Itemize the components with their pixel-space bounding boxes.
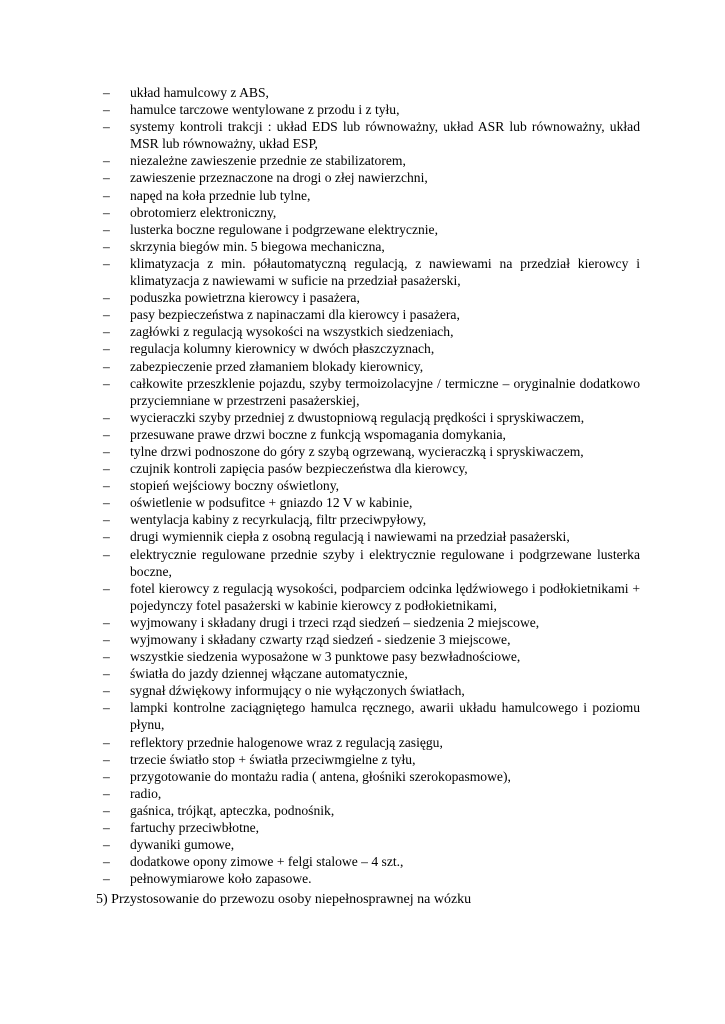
dash-bullet: – — [103, 683, 110, 699]
list-item — [96, 84, 640, 101]
list-item — [96, 289, 640, 306]
list-item-text: dodatkowe opony zimowe + felgi stalowe – 4 szt., — [130, 854, 404, 870]
list-item-text: całkowite przeszklenie pojazdu, szyby termoizolacyjne / termiczne – oryginalnie dodatkowo przyciemniane w przestrzeni pasażerskiej, — [130, 375, 640, 408]
list-item-text: skrzynia biegów min. 5 biegowa mechaniczna, — [130, 238, 385, 254]
list-item-text: stopień wejściowy boczny oświetlony, — [130, 478, 340, 494]
list-item-text: przesuwane prawe drzwi boczne z funkcją wspomagania domykania, — [130, 426, 506, 442]
list-item-text: poduszka powietrzna kierowcy i pasażera, — [130, 290, 360, 306]
dash-bullet: – — [103, 443, 110, 459]
dash-bullet: – — [103, 546, 110, 562]
dash-bullet: – — [103, 580, 110, 596]
list-item — [96, 306, 640, 323]
list-item-text: radio, — [130, 785, 162, 801]
list-item-text: dywaniki gumowe, — [130, 837, 235, 853]
list-item — [96, 443, 640, 460]
dash-bullet: – — [103, 85, 110, 100]
list-item — [96, 409, 640, 426]
list-item-text: trzecie światło stop + światła przeciwmgielne z tyłu, — [130, 751, 416, 767]
dash-bullet: – — [103, 751, 110, 767]
list-item — [96, 101, 640, 118]
list-item — [96, 375, 640, 409]
list-item — [96, 204, 640, 221]
list-item — [96, 648, 640, 665]
list-item-text: wycieraczki szyby przedniej z dwustopniową regulacją prędkości i spryskiwaczem, — [130, 409, 585, 425]
dash-bullet: – — [103, 119, 110, 135]
list-item-text: systemy kontroli trakcji : układ EDS lub równoważny, układ ASR lub równoważny, układ MSR lub równoważny, układ ESP, — [130, 119, 640, 152]
list-item-text: wentylacja kabiny z recyrkulacją, filtr przeciwpyłowy, — [130, 512, 427, 528]
list-item-text: hamulce tarczowe wentylowane z przodu i z tyłu, — [130, 102, 400, 118]
list-item — [96, 631, 640, 648]
list-item-text: układ hamulcowy z ABS, — [130, 85, 269, 100]
list-item-text: zagłówki z regulacją wysokości na wszystkich siedzeniach, — [130, 324, 454, 340]
dash-bullet: – — [103, 614, 110, 630]
dash-bullet: – — [103, 153, 110, 169]
list-item-text: fartuchy przeciwbłotne, — [130, 820, 260, 836]
dash-bullet: – — [103, 170, 110, 186]
list-item — [96, 152, 640, 169]
list-item-text: tylne drzwi podnoszone do góry z szybą ogrzewaną, wycieraczką i spryskiwaczem, — [130, 443, 584, 459]
dash-bullet: – — [103, 461, 110, 477]
list-item-text: oświetlenie w podsufitce + gniazdo 12 V w kabinie, — [130, 495, 413, 511]
dash-bullet: – — [103, 238, 110, 254]
dash-bullet: – — [103, 221, 110, 237]
list-item — [96, 819, 640, 836]
list-item-text: wyjmowany i składany drugi i trzeci rząd siedzeń – siedzenia 2 miejscowe, — [130, 614, 540, 630]
list-item-text: niezależne zawieszenie przednie ze stabilizatorem, — [130, 153, 406, 169]
list-item-text: czujnik kontroli zapięcia pasów bezpieczeństwa dla kierowcy, — [130, 461, 468, 477]
list-item-text: napęd na koła przednie lub tylne, — [130, 187, 311, 203]
dash-bullet: – — [103, 290, 110, 306]
list-item — [96, 665, 640, 682]
list-item — [96, 187, 640, 204]
list-item-text: zawieszenie przeznaczone na drogi o złej nawierzchni, — [130, 170, 428, 186]
dash-bullet: – — [103, 307, 110, 323]
list-item — [96, 238, 640, 255]
list-item — [96, 751, 640, 768]
list-item — [96, 169, 640, 186]
list-item — [96, 614, 640, 631]
list-item-text: drugi wymiennik ciepła z osobną regulacją i nawiewami na przedział pasażerski, — [130, 529, 570, 545]
dash-bullet: – — [103, 495, 110, 511]
list-item — [96, 340, 640, 357]
list-item — [96, 323, 640, 340]
list-item-text: wyjmowany i składany czwarty rząd siedzeń - siedzenie 3 miejscowe, — [130, 632, 511, 647]
dash-bullet: – — [103, 375, 110, 391]
list-item — [96, 870, 640, 887]
dash-bullet: – — [103, 478, 110, 494]
dash-bullet: – — [103, 785, 110, 801]
dash-bullet: – — [103, 700, 110, 716]
dash-bullet: – — [103, 854, 110, 870]
list-item — [96, 546, 640, 580]
list-item — [96, 802, 640, 819]
section-heading: 5) Przystosowanie do przewozu osoby niepełnosprawnej na wózku — [96, 892, 472, 907]
list-item-text: przygotowanie do montażu radia ( antena, głośniki szerokopasmowe), — [130, 768, 511, 784]
list-item-text: fotel kierowcy z regulacją wysokości, podparciem odcinka lędźwiowego i podłokietnikami + pojedynczy fotel pasażerski w kabinie kierowcy z podłokietnikami, — [130, 580, 640, 613]
list-item — [96, 426, 640, 443]
dash-bullet: – — [103, 187, 110, 203]
list-item-text: obrotomierz elektroniczny, — [130, 204, 277, 220]
list-item — [96, 699, 640, 733]
dash-bullet: – — [103, 734, 110, 750]
dash-bullet: – — [103, 837, 110, 853]
list-item-text: światła do jazdy dziennej włączane automatycznie, — [130, 666, 408, 682]
dash-bullet: – — [103, 649, 110, 665]
dash-bullet: – — [103, 102, 110, 118]
dash-bullet: – — [103, 324, 110, 340]
list-item-text: elektrycznie regulowane przednie szyby i elektrycznie regulowane i podgrzewane lusterka boczne, — [130, 546, 640, 579]
dash-bullet: – — [103, 512, 110, 528]
list-item-text: lampki kontrolne zaciągniętego hamulca ręcznego, awarii układu hamulcowego i poziomu płynu, — [130, 700, 640, 733]
dash-bullet: – — [103, 820, 110, 836]
list-item — [96, 494, 640, 511]
list-item — [96, 255, 640, 289]
list-item-text: sygnał dźwiękowy informujący o nie wyłączonych światłach, — [130, 683, 465, 699]
list-item — [96, 528, 640, 545]
dash-bullet: – — [103, 632, 110, 647]
list-item — [96, 734, 640, 751]
list-item-text: pasy bezpieczeństwa z napinaczami dla kierowcy i pasażera, — [130, 307, 460, 323]
list-item — [96, 477, 640, 494]
dash-bullet: – — [103, 768, 110, 784]
list-item — [96, 511, 640, 528]
list-item-text: klimatyzacja z min. półautomatyczną regulacją, z nawiewami na przedział kierowcy i klimatyzacja z nawiewami w suficie na przedział pasażerski, — [130, 255, 640, 289]
list-item-text: pełnowymiarowe koło zapasowe. — [130, 871, 312, 887]
list-item — [96, 580, 640, 614]
list-item — [96, 853, 640, 870]
list-item — [96, 118, 640, 152]
equipment-list — [96, 84, 640, 887]
dash-bullet: – — [103, 358, 110, 374]
dash-bullet: – — [103, 204, 110, 220]
dash-bullet: – — [103, 871, 110, 887]
dash-bullet: – — [103, 409, 110, 425]
list-item-text: zabezpieczenie przed złamaniem blokady kierownicy, — [130, 358, 424, 374]
dash-bullet: – — [103, 802, 110, 818]
list-item — [96, 836, 640, 853]
list-item — [96, 460, 640, 477]
dash-bullet: – — [103, 341, 110, 357]
list-item — [96, 358, 640, 375]
list-item-text: gaśnica, trójkąt, apteczka, podnośnik, — [130, 802, 335, 818]
list-item — [96, 682, 640, 699]
list-item-text: reflektory przednie halogenowe wraz z regulacją zasięgu, — [130, 734, 443, 750]
list-item — [96, 221, 640, 238]
dash-bullet: – — [103, 426, 110, 442]
dash-bullet: – — [103, 255, 110, 271]
list-item-text: wszystkie siedzenia wyposażone w 3 punktowe pasy bezwładnościowe, — [130, 649, 521, 665]
list-item-text: regulacja kolumny kierownicy w dwóch płaszczyznach, — [130, 341, 435, 357]
list-item-text: lusterka boczne regulowane i podgrzewane elektrycznie, — [130, 221, 438, 237]
list-item — [96, 785, 640, 802]
list-item — [96, 768, 640, 785]
dash-bullet: – — [103, 666, 110, 682]
dash-bullet: – — [103, 529, 110, 545]
